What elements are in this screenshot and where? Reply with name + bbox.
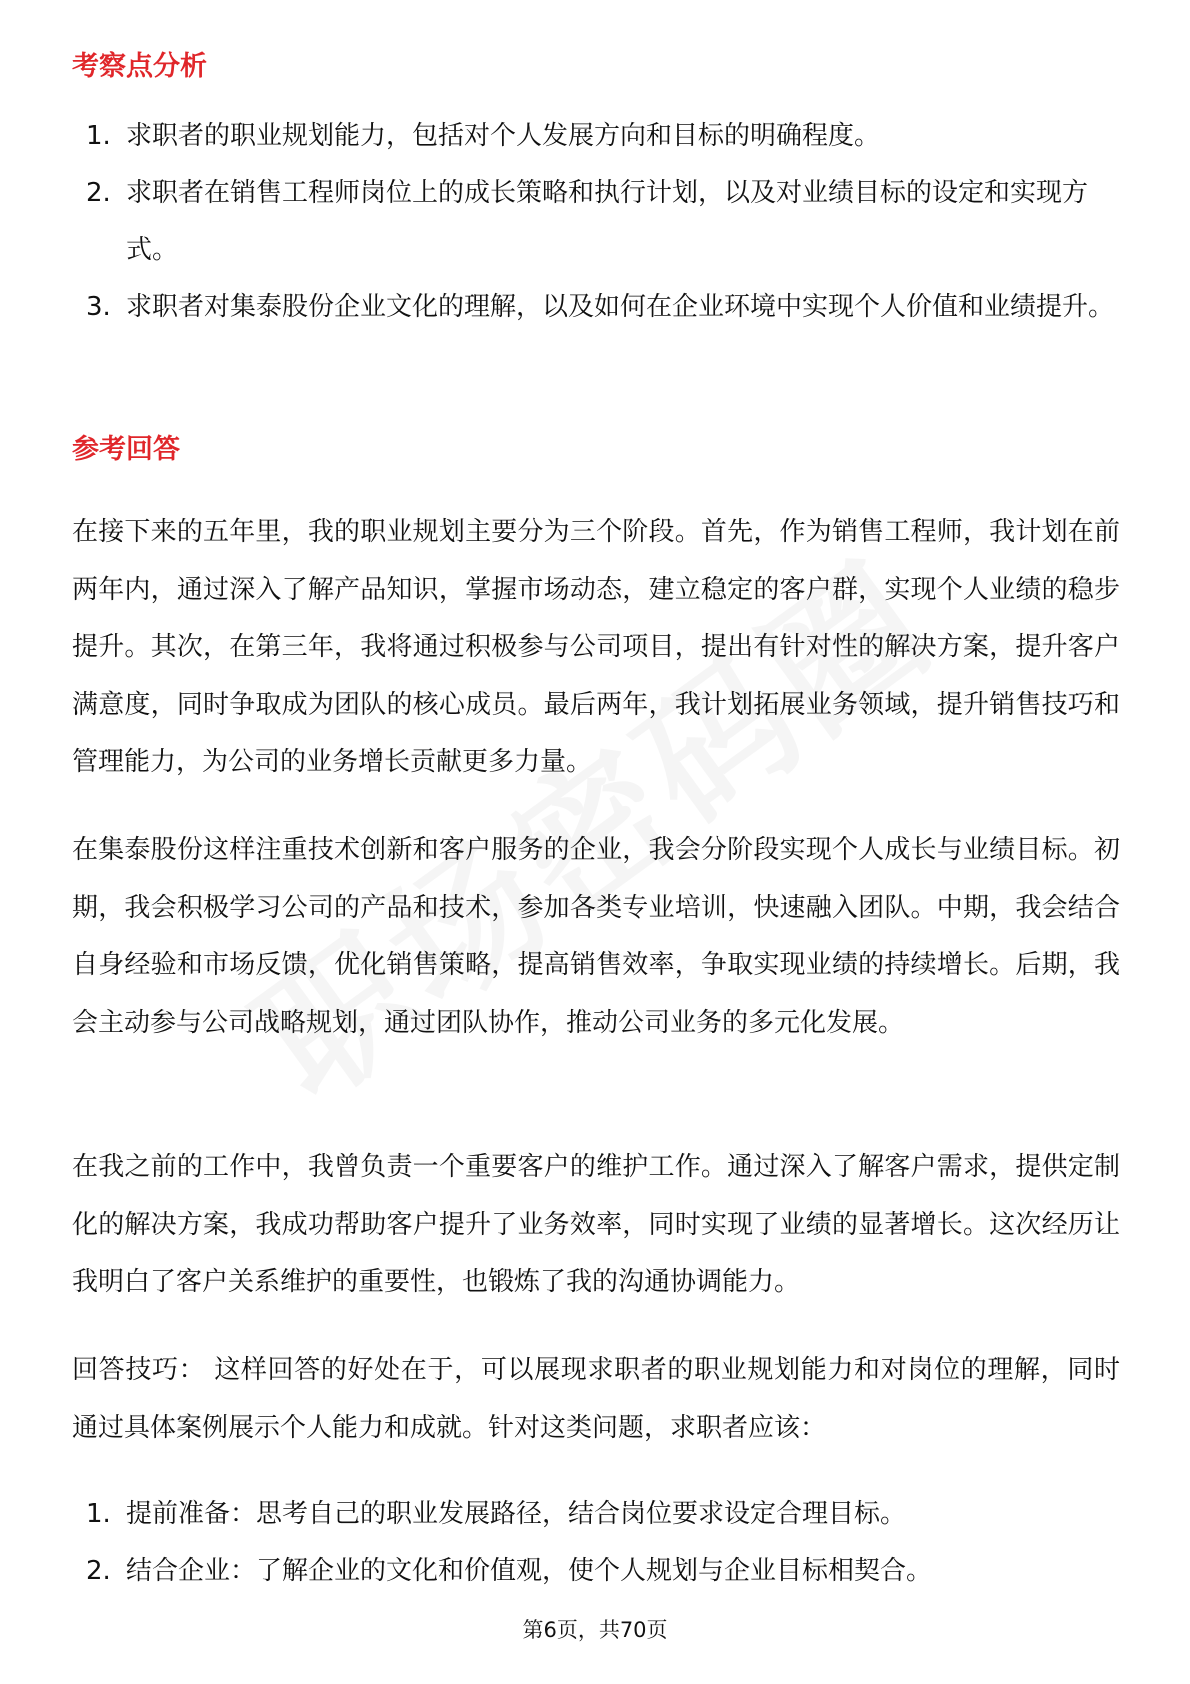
answer-paragraph-2: 在集泰股份这样注重技术创新和客户服务的企业，我会分阶段实现个人成长与业绩目标。初期，我会积极学习公司的产品和技术，参加各类专业培训，快速融入团队。中期，我会结合自身经验和市场反馈，优化销售策略，提高销售效率，争取实现业绩的持续增长。后期，我会主动参与公司战略规划，通过团队协作，推动公司业务的多元化发展。 bbox=[72, 835, 1120, 1038]
list-item-text: 求职者的职业规划能力，包括对个人发展方向和目标的明确程度。 bbox=[126, 121, 881, 151]
list-item-number: 3. bbox=[86, 292, 111, 322]
answer-paragraph-3: 在我之前的工作中，我曾负责一个重要客户的维护工作。通过深入了解客户需求，提供定制化的解决方案，我成功帮助客户提升了业务效率，同时实现了业绩的显著增长。这次经历让我明白了客户关系维护的重要性，也锻炼了我的沟通协调能力。 bbox=[72, 1152, 1120, 1297]
tips-list bbox=[72, 1486, 1122, 1600]
list-item-text: 结合企业：了解企业的文化和价值观，使个人规划与企业目标相契合。 bbox=[126, 1556, 933, 1586]
list-item bbox=[72, 165, 1122, 279]
section-heading-answer: 参考回答 bbox=[72, 434, 180, 465]
list-item-number: 1. bbox=[86, 121, 111, 151]
answer-tips-intro: 回答技巧： 这样回答的好处在于，可以展现求职者的职业规划能力和对岗位的理解，同时通过具体案例展示个人能力和成就。针对这类问题，求职者应该： bbox=[72, 1355, 1120, 1443]
page-number-footer: 第6页，共70页 bbox=[522, 1618, 668, 1642]
section-heading-analysis: 考察点分析 bbox=[72, 51, 207, 82]
answer-paragraph-1: 在接下来的五年里，我的职业规划主要分为三个阶段。首先，作为销售工程师，我计划在前两年内，通过深入了解产品知识，掌握市场动态，建立稳定的客户群，实现个人业绩的稳步提升。其次，在第三年，我将通过积极参与公司项目，提出有针对性的解决方案，提升客户满意度，同时争取成为团队的核心成员。最后两年，我计划拓展业务领域，提升销售技巧和管理能力，为公司的业务增长贡献更多力量。 bbox=[72, 517, 1120, 777]
list-item-text: 提前准备：思考自己的职业发展路径，结合岗位要求设定合理目标。 bbox=[126, 1499, 907, 1529]
list-item-text: 求职者在销售工程师岗位上的成长策略和执行计划，以及对业绩目标的设定和实现方式。 bbox=[126, 178, 1089, 265]
list-item bbox=[72, 1543, 1122, 1600]
list-item bbox=[72, 279, 1122, 336]
list-item-number: 2. bbox=[86, 1556, 111, 1586]
list-item-number: 2. bbox=[86, 178, 111, 208]
list-item-number: 1. bbox=[86, 1499, 111, 1529]
analysis-list bbox=[72, 108, 1122, 336]
list-item bbox=[72, 108, 1122, 165]
list-item-text: 求职者对集泰股份企业文化的理解，以及如何在企业环境中实现个人价值和业绩提升。 bbox=[126, 292, 1115, 322]
list-item bbox=[72, 1486, 1122, 1543]
